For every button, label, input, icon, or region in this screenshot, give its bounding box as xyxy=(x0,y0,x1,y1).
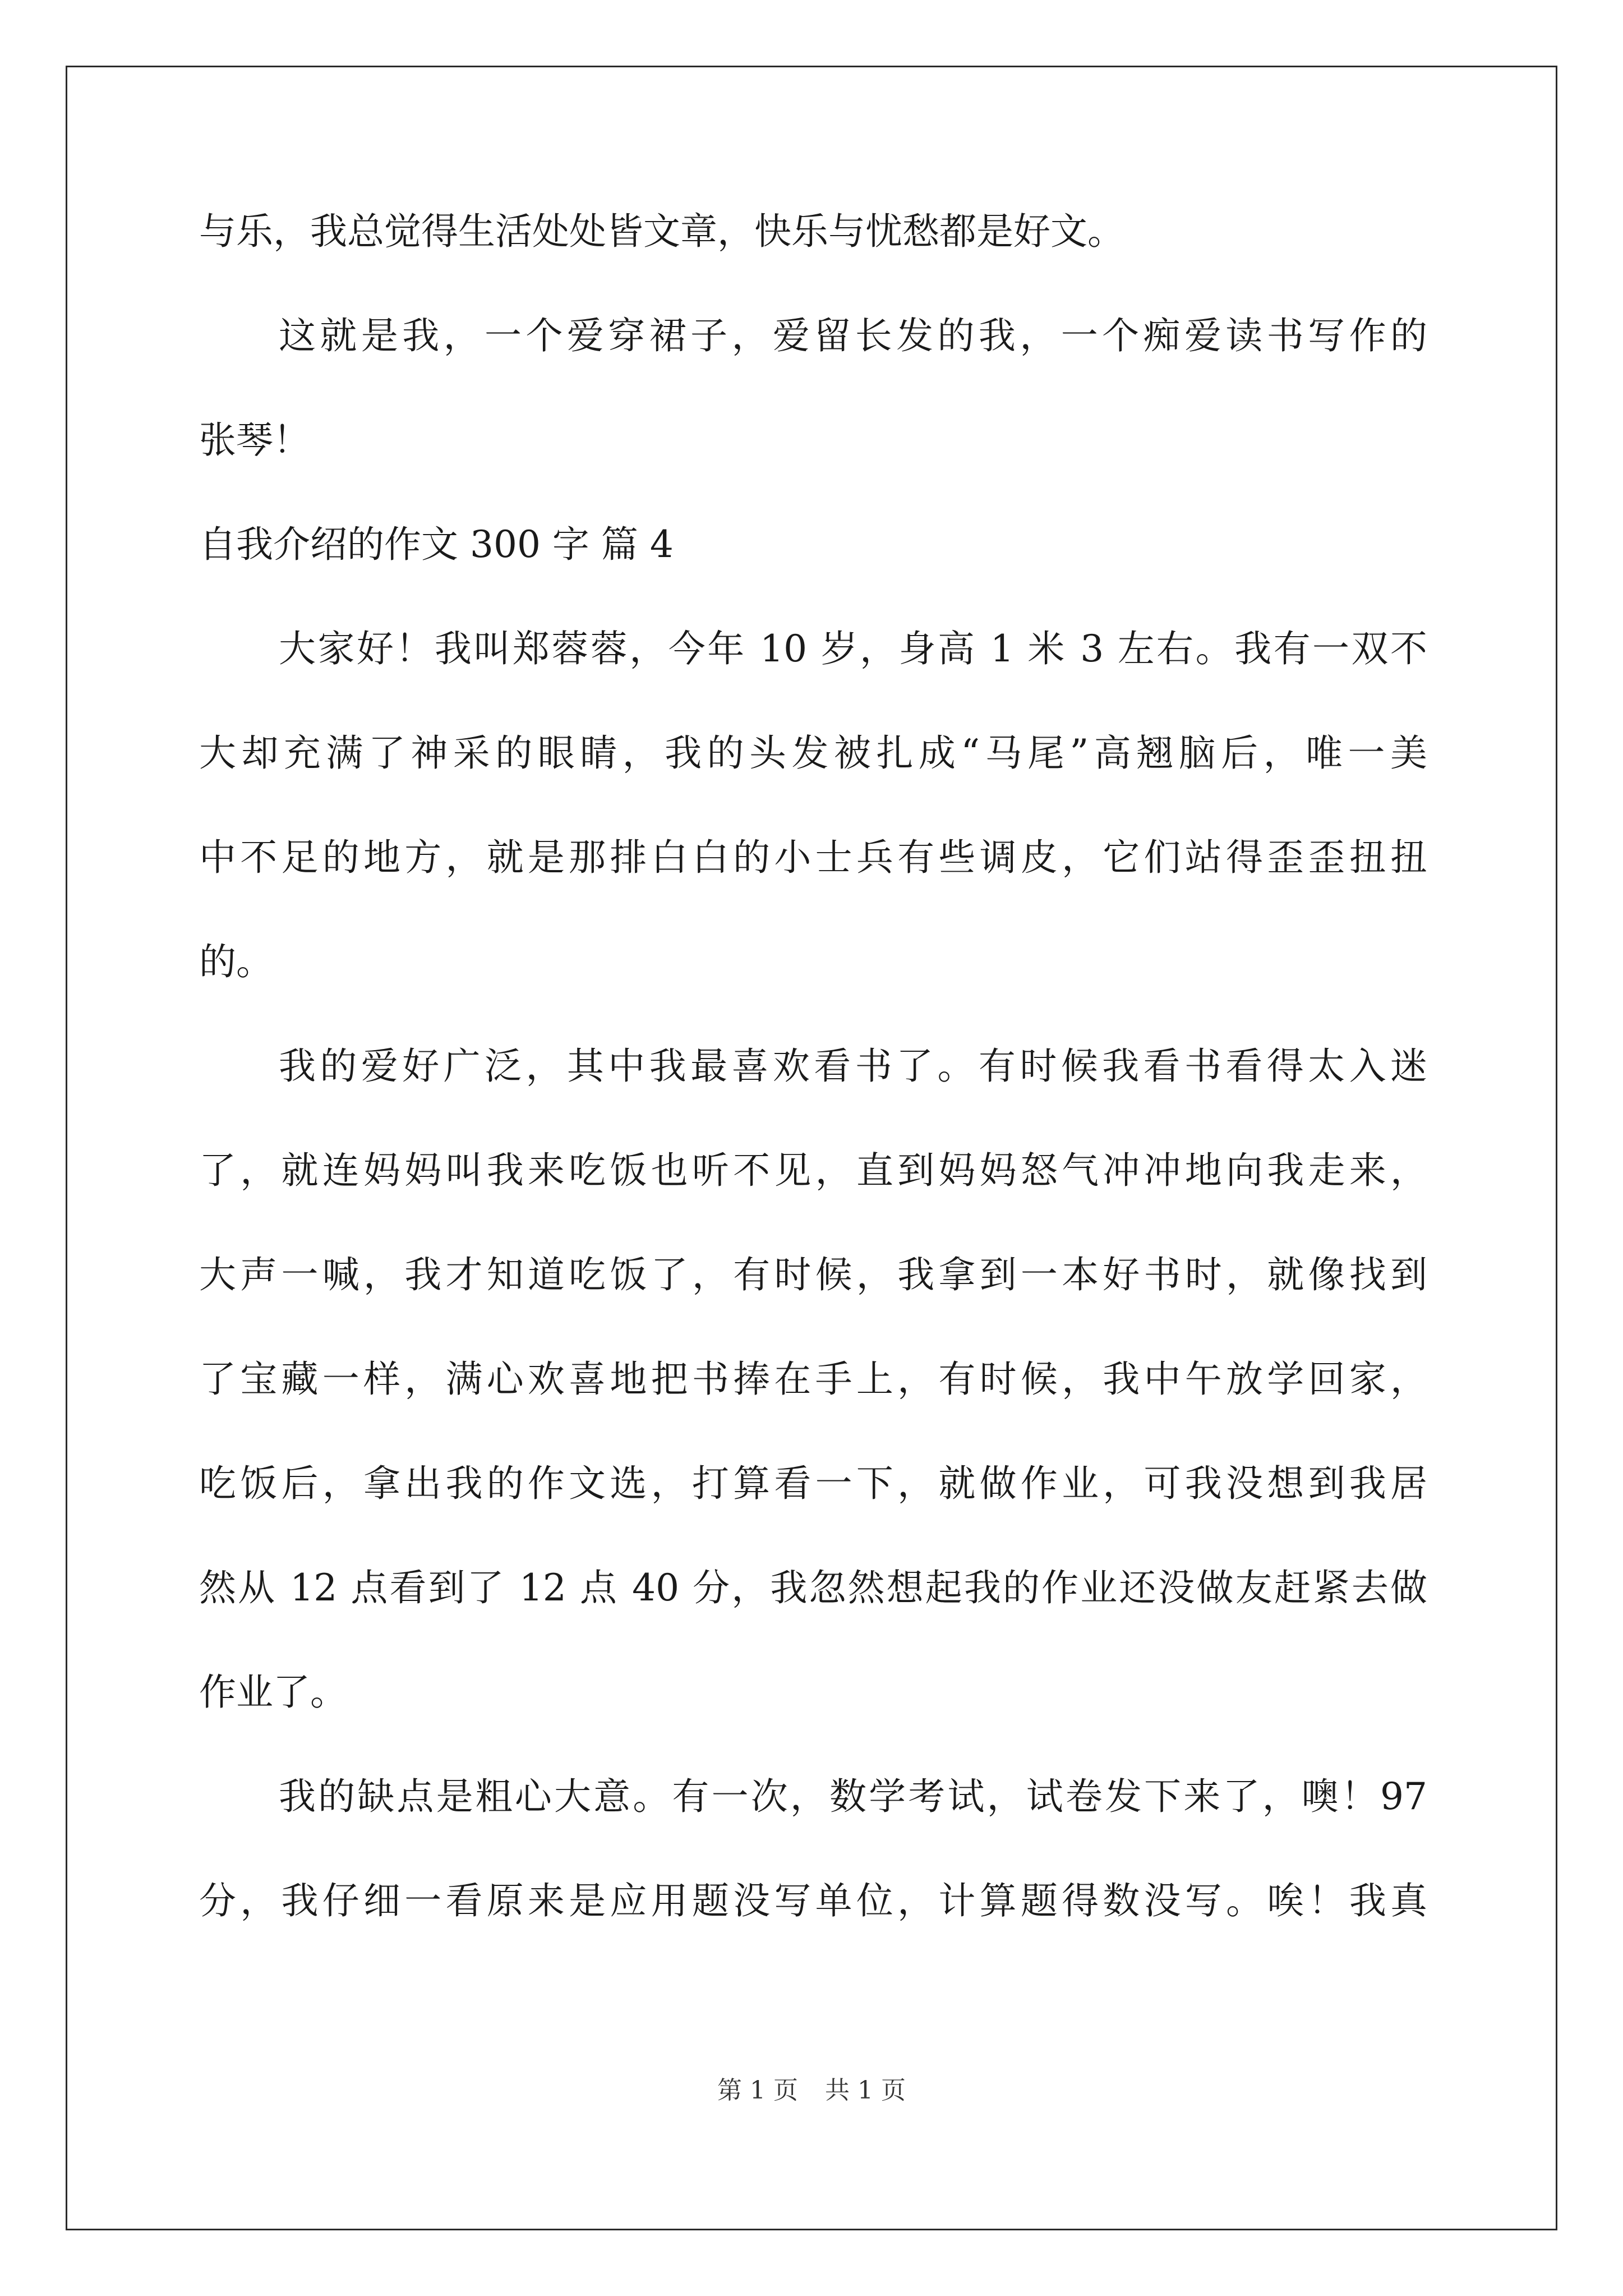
page-footer xyxy=(0,2070,1623,2106)
text-line: 大家好！我叫郑蓉蓉，今年 10 岁，身高 1 米 3 左右。我有一双不 xyxy=(279,627,1427,670)
section-heading: 自我介绍的作文 300 字 篇 4 xyxy=(199,523,674,566)
text-line: 张琴！ xyxy=(199,418,310,462)
document-body xyxy=(199,180,1427,1953)
text-line: 大却充满了神采的眼睛，我的头发被扎成“马尾”高翘脑后，唯一美 xyxy=(199,731,1427,775)
text-line: 大声一喊，我才知道吃饭了，有时候，我拿到一本好书时，就像找到 xyxy=(199,1253,1427,1296)
text-line: 吃饭后，拿出我的作文选，打算看一下，就做作业，可我没想到我居 xyxy=(199,1462,1427,1505)
text-line: 我的缺点是粗心大意。有一次，数学考试，试卷发下来了，噢！97 xyxy=(279,1775,1427,1818)
page-total: 共 1 页 xyxy=(825,2076,906,2105)
page-number: 第 1 页 xyxy=(717,2076,798,2105)
text-line: 中不足的地方，就是那排白白的小士兵有些调皮，它们站得歪歪扭扭 xyxy=(199,836,1427,879)
text-line: 作业了。 xyxy=(199,1671,347,1714)
text-line: 然从 12 点看到了 12 点 40 分，我忽然想起我的作业还没做友赶紧去做 xyxy=(199,1566,1427,1609)
text-line: 的。 xyxy=(199,940,273,983)
text-line: 我的爱好广泛，其中我最喜欢看书了。有时候我看书看得太入迷 xyxy=(279,1045,1427,1088)
text-line: 了，就连妈妈叫我来吃饭也听不见，直到妈妈怒气冲冲地向我走来， xyxy=(199,1149,1427,1192)
text-line: 分，我仔细一看原来是应用题没写单位，计算题得数没写。唉！我真 xyxy=(199,1879,1427,1922)
text-line: 了宝藏一样，满心欢喜地把书捧在手上，有时候，我中午放学回家， xyxy=(199,1358,1427,1401)
text-line: 与乐，我总觉得生活处处皆文章，快乐与忧愁都是好文。 xyxy=(199,210,1124,253)
text-line: 这就是我，一个爱穿裙子，爱留长发的我，一个痴爱读书写作的 xyxy=(279,314,1427,357)
